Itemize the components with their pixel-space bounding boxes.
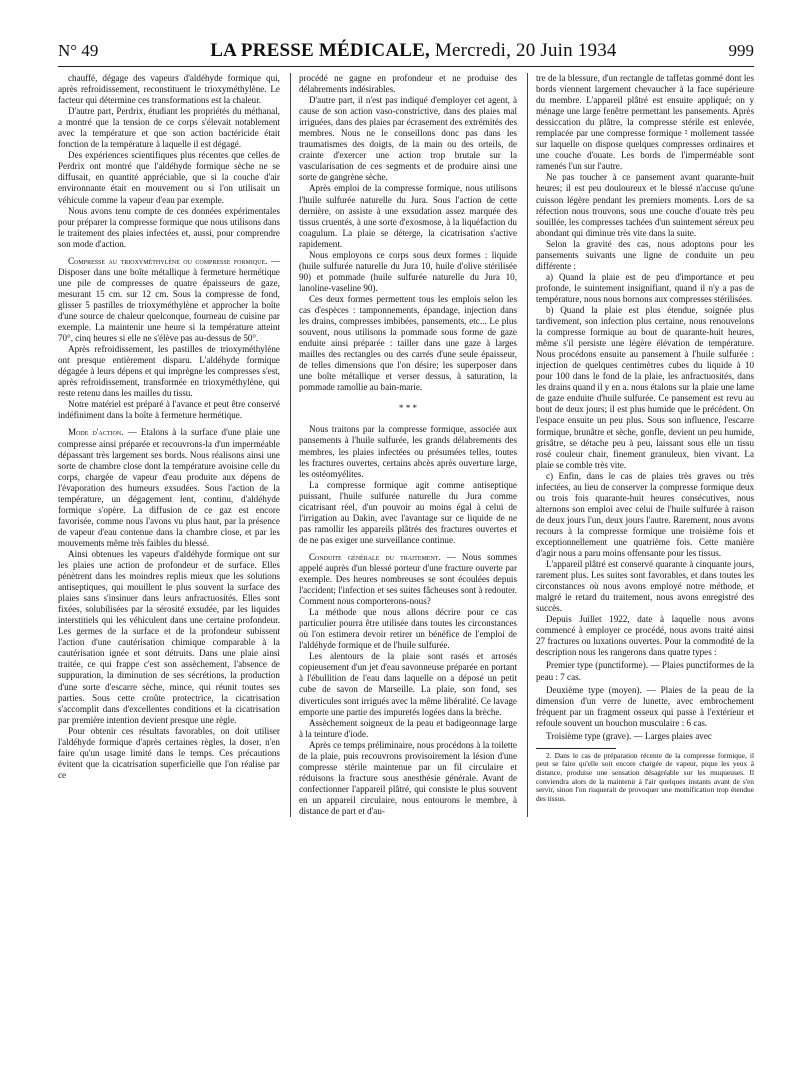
- paragraph-text: Après refroidissement, les pastilles de trioxyméthylène ont presque entièrement disparu. L'aldéhyde formique dégagée à leurs dépens et qui imprègne les compresses s'est, après refroidissement, transformée en trioxyméthylène, qui reste retenu dans les mailles du tissu.: [58, 344, 280, 399]
- paragraph: [58, 344, 280, 399]
- paragraph-text: Nous traitons par la compresse formique, associée aux pansements à l'huile sulfurée, les grands délabrements des membres, les plaies infectées ou présumées telles, toutes les fractures ouvertes, certains abcès après ouverture large, les ostéomyélites.: [298, 424, 517, 479]
- paragraph: [299, 294, 517, 393]
- paragraph-text: Nous avons tenu compte de ces données expérimentales pour préparer la compresse formique que nous utilisons dans le traitement des plaies infectées et, aussi, pour comprendre son mode d'action.: [58, 205, 280, 249]
- paragraph: [299, 73, 517, 95]
- paragraph-text: Assèchement soigneux de la peau et badigeonnage large à la teinture d'iode.: [298, 717, 517, 739]
- section-heading: Compresse au trioxyméthylène ou compresse formique.: [68, 255, 268, 266]
- paragraph-text: — Nous sommes appelé auprès d'un blessé porteur d'une fracture ouverte par exemple. Des heures nombreuses se sont écoulées depuis l'accident; l'infection et ses suites fâcheuses sont à redouter. Comment nous comporterons-nous?: [298, 551, 517, 607]
- paragraph: [536, 471, 754, 559]
- paragraph-text: Ainsi obtenues les vapeurs d'aldéhyde formique ont sur les plaies une action de profondeur et de surface. Elles pénètrent dans les moindres replis mieux que les solutions antiseptiques, qui mouillent le plus souvent la surface des plaies sans s'insinuer dans leurs anfractuosités. Elles sont fixées, solubilisées par la sérosité exsudée, par les liquides interstitiels qui les véhiculent dans une certaine profondeur. Les germes de la surface et de la profondeur subissent l'action d'une cautérisation chimique comparable à la cautérisation ignée et sont détruits. Dans une plaie ainsi traitée, ce qui frappe c'est son assèchement, l'absence de suppuration, la diminution de ses sécrétions, la production d'une sorte d'escarre sèche, mince, qui réunit toutes ses parties. Sous cette croûte protectrice, la cicatrisation s'accomplit dans d'excellentes conditions et la cicatrisation par première intention devient presque une règle.: [58, 548, 280, 725]
- paragraph-text: Des expériences scientifiques plus récentes que celles de Perdrix ont montré que l'aldéhyde formique sèche ne se diffusait, en quantité appréciable, que si la couche d'air environnante était en mouvement ou si l'on utilisait un véhicule comme la vapeur d'eau par exemple.: [58, 150, 280, 205]
- issue-number: N° 49: [58, 41, 99, 60]
- paragraph: [536, 239, 754, 272]
- paragraph: [58, 256, 280, 344]
- section-heading: Mode d'action.: [68, 427, 124, 438]
- paragraph: [299, 740, 517, 817]
- paragraph: [299, 480, 517, 546]
- paragraph: [536, 731, 754, 742]
- paragraph-text: D'autre part, Perdrix, étudiant les propriétés du méthanal, a montré que la tension de ce corps s'élevait notablement avec la température et que son action bactéricide était fonction de la température à laquelle il est dégagé.: [58, 106, 280, 150]
- page-number: 999: [728, 41, 754, 60]
- paragraph-text: Troisième type (grave). — Larges plaies avec: [545, 730, 712, 741]
- column-3: [527, 73, 754, 817]
- paragraph: [58, 427, 280, 549]
- paragraph-text: D'autre part, il n'est pas indiqué d'employer cet agent, à cause de son action vaso-constrictive, dans des plaies mal irriguées, dans des plaies par écrasement des extrémités des membres. Nous ne le conseillons donc pas dans les traumatismes des doigts, de la main ou des orteils, de crainte d'exercer une action trop brutale sur la vascularisation de ces segments et de produire ainsi une sorte de gangrène sèche.: [298, 95, 517, 183]
- paragraph: [58, 73, 280, 106]
- paragraph: [299, 183, 517, 249]
- paragraph-text: b) Quand la plaie est plus étendue, soignée plus tardivement, son infection plus certaine, nous renouvelons la compresse formique au bout de quarante-huit heures, même s'il persiste une légère élévation de température. Nous procédons ensuite au pansement à l'huile sulfurée : injection de quelques centimètres cubes du liquide à 10 pour 100 dans le fond de la plaie, les anfractuosités, dans les drains quand il y en a. nous étalons sur la plaie une lame de gaze enduite d'huile sulfurée. Ce pansement est revu au bout de deux jours; il est plus humide que le précédent. On l'espace ensuite un peu plus. Sous son influence, l'escarre formique, brunâtre et sèche, gonfle, devient un peu humide, grisâtre, se détache peu à peu, laissant sous elle un tissu rosé couleur chair, finement granuleux, bien vivant. La plaie se comble très vite.: [535, 304, 755, 470]
- paragraph: [536, 614, 754, 658]
- paragraph: [536, 73, 754, 172]
- column-3-body: [536, 73, 754, 742]
- section-heading: Conduite générale du traitement.: [308, 551, 441, 562]
- paragraph-text: L'appareil plâtré est conservé quarante à cinquante jours, rarement plus. Les suites sont favorables, et dans toutes les circonstances où nous avons employé notre méthode, et malgré le retard du traitement, nous avons enregistré des succès.: [535, 559, 755, 614]
- paragraph-text: Pour obtenir ces résultats favorables, on doit utiliser l'aldéhyde formique d'après certaines règles, la doser, n'en faire qu'un usage limité dans le temps. Ces précautions évitent que la cicatrisation superficielle que l'on réalise par ce: [58, 725, 280, 780]
- paragraph-text: Selon la gravité des cas, nous adoptons pour les pansements suivants une ligne de conduite un peu différente :: [535, 238, 755, 271]
- running-header: [58, 40, 754, 67]
- paragraph: [299, 651, 517, 717]
- paragraph-text: Ces deux formes permettent tous les emplois selon les cas d'espèces : tamponnements, épandage, injection dans les drains, compresses imbibées, pansements, etc... Le plus souvent, nous utilisons la pommade sous forme de gaze enduite ainsi préparée : tailler dans une gaze à larges mailles des rectangles ou des carrés d'une seule épaisseur, de telles dimensions que l'on désire; les superposer dans une boîte métallique et verser dessus, à saturation, la pommade ramollie au bain-marie.: [298, 293, 517, 393]
- paragraph: [299, 250, 517, 294]
- journal-title-line: [210, 40, 616, 62]
- paragraph-text: Après ce temps préliminaire, nous procédons à la toilette de la plaie, puis recouvrons provisoirement la lésion d'une compresse stérile maintenue par un fil circulaire et réduisons la fracture sous anesthésie générale. Avant de confectionner l'appareil plâtré, qui consiste le plus souvent en un appareil circulaire, nous entourons le membre, à distance de part et d'au-: [298, 739, 517, 816]
- paragraph-text: procédé ne gagne en profondeur et ne produise des délabrements indésirables.: [298, 73, 517, 95]
- paragraph-text: La méthode que nous allons décrire pour ce cas particulier pourra être utilisée dans toutes les circonstances où l'on estimera devoir retirer un bénéfice de l'emploi de l'aldéhyde formique et de l'huile sulfurée.: [298, 607, 517, 651]
- paragraph: [58, 549, 280, 726]
- paragraph: [536, 172, 754, 238]
- paragraph: [299, 552, 517, 607]
- footnote-rule: [536, 748, 616, 749]
- paragraph-text: La compresse formique agit comme antiseptique puissant, l'huile sulfurée naturelle du Jura comme cicatrisant réel, d'un pouvoir au moins égal à celui de l'irrigation au Dakin, avec l'avantage sur ce liquide de ne pas ramollir les appareils plâtrés des fractures ouvertes et de ne pas exiger une surveillance continue.: [298, 479, 517, 545]
- paragraph-text: — Etalons à la surface d'une plaie une compresse ainsi préparée et recouvrons-la d'un imperméable dépassant très largement ses bords. Nous réalisons ainsi une sorte de chambre close dont la température avoisine celle du corps, chargée de vapeur d'eau produite aux dépens de l'évaporation des humeurs exsudées. Sous l'action de la température, un dégagement lent, continu, d'aldéhyde formique s'opère. La diffusion de ce gaz est encore favorisée, comme nous l'avons vu plus haut, par la présence de vapeur d'eau contenue dans la chambre close, et par les mouvements même très faibles du blessé.: [58, 427, 280, 548]
- section-separator: * * *: [398, 403, 418, 414]
- paragraph-text: — Disposer dans une boîte métallique à fermeture hermétique une pile de compresses de quatre épaisseurs de gaze, mesurant 15 cm. sur 12 cm. Sous la compresse de fond, glisser 5 pastilles de trioxyméthylène et approcher la boîte d'une source de chaleur quelconque, fourneau de cuisine par exemple. La maintenir une heure si la température atteint 70°, cinq heures si elle ne s'élève pas au-dessus de 50°.: [58, 255, 280, 344]
- paragraph: [299, 424, 517, 479]
- paragraph: [299, 95, 517, 183]
- paragraph: [536, 272, 754, 305]
- paragraph-text: Nous employons ce corps sous deux formes : liquide (huile sulfurée naturelle du Jura 10, huile d'olive stérilisée 90) et pommade (huile sulfurée naturelle du Jura 10, lanoline-vaseline 90).: [298, 249, 517, 293]
- paragraph-text: Ne pas toucher à ce pansement avant quarante-huit heures; il est peu douloureux et le blessé n'accuse qu'une cuisson légère pendant les premiers moments. Lors de sa réfection nous trouvons, sous une couche d'ouate très peu souillée, les compresses tachées d'un suintement séreux peu abondant qui diminue très vite dans la suite.: [535, 172, 755, 238]
- paragraph: [58, 206, 280, 250]
- paragraph-text: tre de la blessure, d'un rectangle de taffetas gommé dont les bords viennent largement chevaucher à la face supérieure du membre. L'appareil plâtré est ensuite appliqué; on y ménage une large fenêtre permettant les pansements. Après dessiccation du plâtre, la compresse stérile est enlevée, remplacée par une compresse formique ² mollement tassée sur laquelle on dispose quelques compresses ordinaires et une couche d'ouate. Les bords de l'imperméable sont ramenés l'un sur l'autre.: [535, 73, 755, 172]
- column-1: [58, 73, 280, 817]
- paragraph-text: Depuis Juillet 1922, date à laquelle nous avons commencé à employer ce procédé, nous avons traité ainsi 27 fractures ou luxations ouvertes. Pour la commodité de la description nous les rangerons dans quatre types :: [535, 614, 755, 658]
- paragraph: [58, 726, 280, 781]
- paragraph-text: Deuxième type (moyen). — Plaies de la peau de la dimension d'un verre de lunette, avec embrochement fréquent par un fragment osseux qui passe à l'extérieur et refoule souvent un bouchon musculaire : 6 cas.: [535, 684, 755, 728]
- footnote: 2. Dans le cas de préparation récente de la compresse formique, il peut se faire qu'elle soit encore chargée de vapeur, pique les yeux à distance, produise une sensation désagréable sur les muqueuses. Il conviendra alors de la maintenir à l'air quelques instants avant de s'en servir, sinon l'on risquerait de provoquer une momification trop étendue des tissus.: [535, 750, 755, 803]
- paragraph-text: Les alentours de la plaie sont rasés et arrosés copieusement d'un jet d'eau savonneuse préparée en portant à l'ébullition de l'eau dans laquelle on a déposé un petit cube de savon de Marseille. La plaie, son fond, ses diverticules sont irrigués avec la même libéralité. Ce lavage emporte une partie des impuretés logées dans la brèche.: [298, 651, 517, 717]
- paragraph: [299, 607, 517, 651]
- paragraph-text: Premier type (punctiforme). — Plaies punctiformes de la peau : 7 cas.: [535, 660, 755, 682]
- text-columns: [58, 73, 754, 817]
- paragraph-text: Notre matériel est préparé à l'avance et peut être conservé indéfiniment dans la boîte à fermeture hermétique.: [58, 399, 280, 421]
- paragraph-text: Après emploi de la compresse formique, nous utilisons l'huile sulfurée naturelle du Jura. Sous l'action de cette dernière, on assiste à une exsudation assez marquée des tissus cruentés, à une sorte d'exosmose, à la liquéfaction du coagulum. La plaie se déterge, la cicatrisation s'active rapidement.: [298, 183, 517, 249]
- paragraph-text: a) Quand la plaie est de peu d'importance et peu profonde, le suintement insignifiant, quand il n'y a pas de température, nous nous bornons aux compresses stérilisées.: [535, 271, 755, 304]
- paragraph-text: c) Enfin, dans le cas de plaies très graves ou très infectées, au lieu de conserver la compresse formique deux ou trois fois quarante-huit heures consécutives, nous alternons son emploi avec celui de l'huile sulfurée à raison de deux jours l'un, deux jours l'autre. Rarement, nous avons recours à la compresse formique une troisième fois et exceptionnellement une quatrième fois. Cette manière d'agir nous a paru moins offensante pour les tissus.: [535, 470, 755, 559]
- issue-date: Mercredi, 20 Juin 1934: [434, 40, 617, 61]
- paragraph: [536, 660, 754, 682]
- journal-title: LA PRESSE MÉDICALE,: [210, 40, 430, 61]
- paragraph: [536, 305, 754, 471]
- paragraph-text: chauffé, dégage des vapeurs d'aldéhyde formique qui, après refroidissement, reconstituent le trioxyméthylène. Le facteur qui détermine ces transformations est la chaleur.: [58, 73, 280, 106]
- paragraph: [536, 685, 754, 729]
- paragraph: [536, 559, 754, 614]
- paragraph: [58, 106, 280, 150]
- paragraph: [58, 150, 280, 205]
- paragraph: [58, 399, 280, 421]
- paragraph: [299, 718, 517, 740]
- column-2: [290, 73, 517, 817]
